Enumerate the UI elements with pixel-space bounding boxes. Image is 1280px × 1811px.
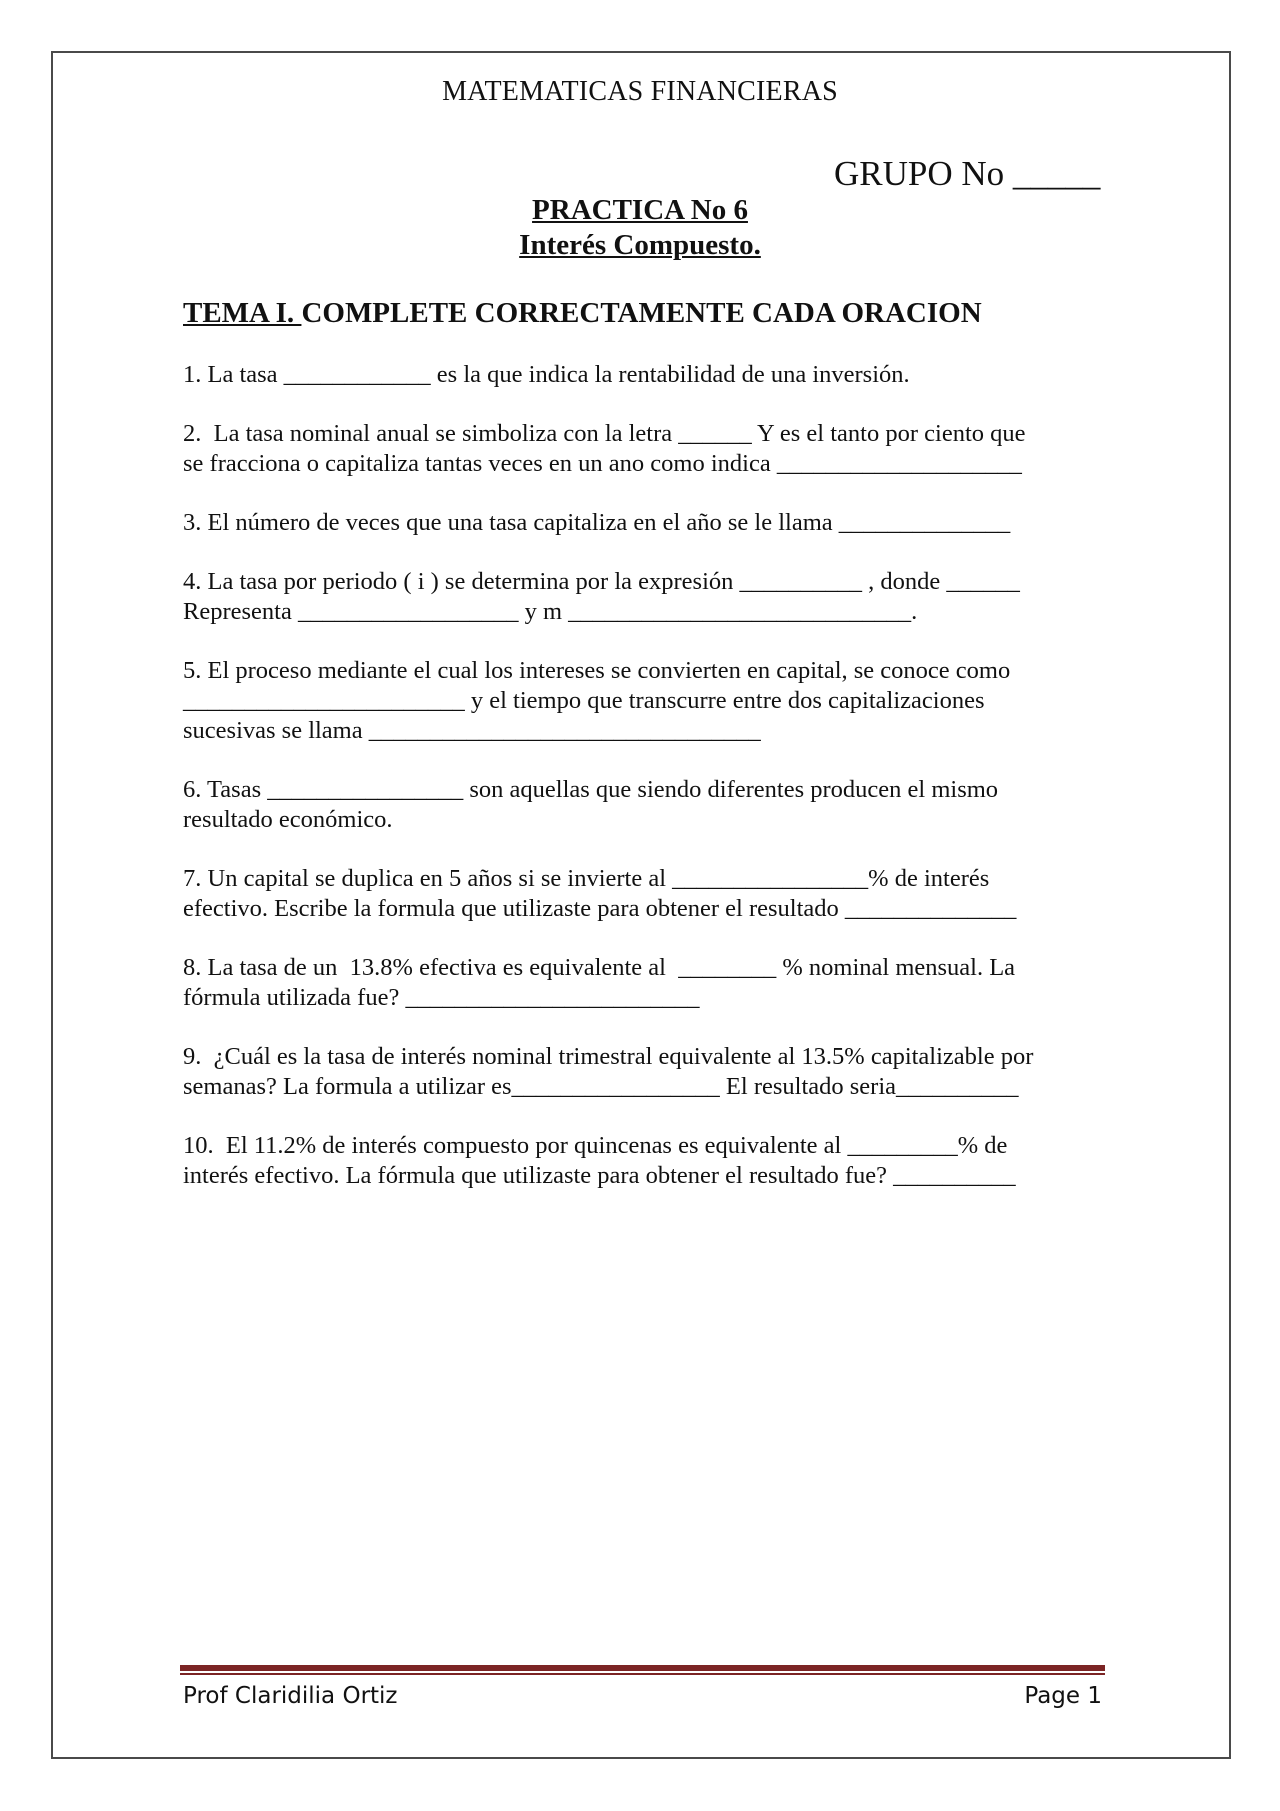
question-6: [183, 775, 1103, 835]
practice-title: PRACTICA No 6: [532, 194, 748, 226]
question-line: 6. Tasas ________________ son aquellas que siendo diferentes producen el mismo: [183, 776, 999, 803]
question-line: fórmula utilizada fue? ________________________: [183, 984, 700, 1011]
question-line: Representa __________________ y m ____________________________.: [183, 598, 918, 625]
question-9: [183, 1042, 1103, 1102]
question-line: 3. El número de veces que una tasa capitaliza en el año se le llama ______________: [183, 509, 1011, 536]
question-line: 4. La tasa por periodo ( i ) se determina por la expresión __________ , donde ______: [183, 568, 1020, 595]
question-line: 1. La tasa ____________ es la que indica la rentabilidad de una inversión.: [183, 361, 910, 388]
question-line: 5. El proceso mediante el cual los intereses se convierten en capital, se conoce como: [183, 657, 1011, 684]
question-line: semanas? La formula a utilizar es_________________ El resultado seria__________: [183, 1073, 1019, 1100]
group-number-label: GRUPO No _____: [834, 154, 1101, 193]
question-line: 2. La tasa nominal anual se simboliza con la letra ______ Y es el tanto por ciento que: [183, 420, 1026, 447]
question-line: 7. Un capital se duplica en 5 años si se invierte al ________________% de interés: [183, 865, 990, 892]
section-prefix: TEMA I.: [183, 297, 302, 329]
question-line: 9. ¿Cuál es la tasa de interés nominal trimestral equivalente al 13.5% capitalizable por: [183, 1043, 1034, 1070]
question-10: [183, 1131, 1103, 1191]
question-line: se fracciona o capitaliza tantas veces en un ano como indica ____________________: [183, 450, 1022, 477]
question-line: _______________________ y el tiempo que transcurre entre dos capitalizaciones: [183, 687, 985, 714]
course-title: MATEMATICAS FINANCIERAS: [442, 76, 838, 107]
question-line: resultado económico.: [183, 806, 393, 833]
question-line: interés efectivo. La fórmula que utilizaste para obtener el resultado fue? __________: [183, 1162, 1016, 1189]
footer-author: Prof Claridilia Ortiz: [183, 1683, 398, 1709]
footer-rule-thin: [180, 1673, 1105, 1675]
page-number: Page 1: [1024, 1683, 1102, 1709]
question-line: sucesivas se llama ________________________________: [183, 717, 761, 744]
practice-title-block: [0, 193, 1280, 263]
question-line: 8. La tasa de un 13.8% efectiva es equivalente al ________ % nominal mensual. La: [183, 954, 1016, 981]
section-heading-text: COMPLETE CORRECTAMENTE CADA ORACION: [301, 297, 982, 329]
footer-rule: [180, 1665, 1105, 1675]
question-list: [183, 360, 1103, 1220]
question-line: efectivo. Escribe la formula que utilizaste para obtener el resultado ______________: [183, 895, 1017, 922]
question-line: 10. El 11.2% de interés compuesto por quincenas es equivalente al _________% de: [183, 1132, 1008, 1159]
question-4: [183, 567, 1103, 627]
question-5: [183, 656, 1103, 746]
footer-rule-thick: [180, 1665, 1105, 1671]
question-1: [183, 360, 1103, 390]
question-3: [183, 508, 1103, 538]
practice-subtitle: Interés Compuesto.: [519, 229, 761, 261]
question-8: [183, 953, 1103, 1013]
question-7: [183, 864, 1103, 924]
section-heading: [183, 297, 982, 330]
question-2: [183, 419, 1103, 479]
